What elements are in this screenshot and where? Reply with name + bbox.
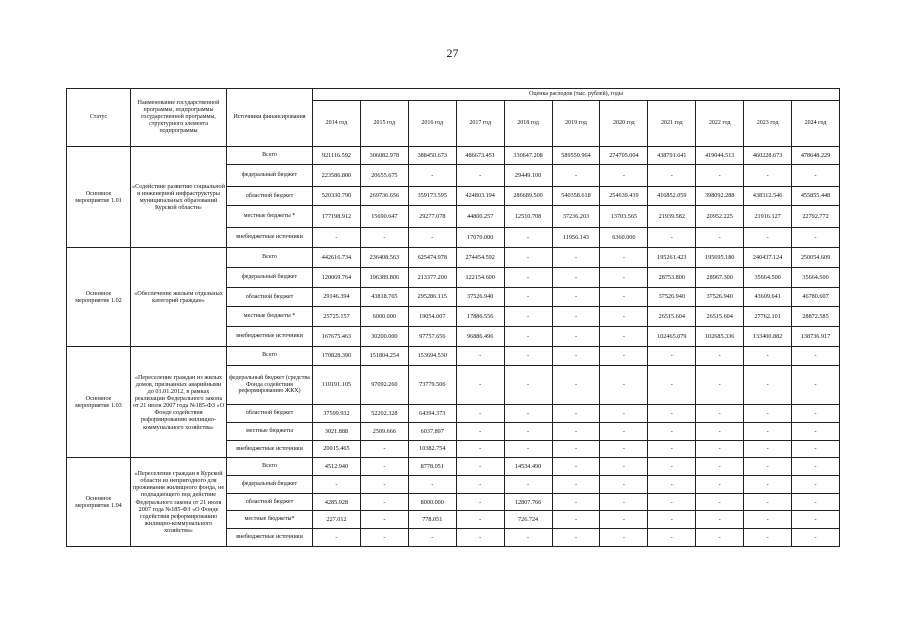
value-cell: - [456, 346, 504, 365]
value-cell: 14534.490 [504, 458, 552, 476]
funding-source-cell: Всего [227, 458, 313, 476]
value-cell: 460228.673 [744, 147, 792, 165]
value-cell: - [552, 529, 600, 547]
value-cell: - [360, 476, 408, 494]
value-cell: - [504, 287, 552, 307]
header-year: 2016 год [408, 101, 456, 147]
value-cell: - [600, 422, 648, 440]
value-cell: 274705.004 [600, 147, 648, 165]
value-cell: 167675.463 [313, 327, 361, 347]
value-cell: 37526.940 [696, 287, 744, 307]
value-cell: - [408, 228, 456, 248]
value-cell: 170828.390 [313, 346, 361, 365]
value-cell: - [744, 365, 792, 405]
funding-source-cell: областной бюджет [227, 287, 313, 307]
value-cell: 64394.373 [408, 405, 456, 423]
header-year: 2018 год [504, 101, 552, 147]
value-cell: - [600, 405, 648, 423]
value-cell: 223586.800 [313, 164, 361, 186]
program-name-cell: «Переселение граждан в Курской области из непригодного для проживания жилищного фонда, не подпадающего под действие Федерального закона от 21 июля 2007 года №185-ФЗ «О Фонде содействия реформированию жилищно-коммунального хозяйства» [131, 458, 227, 547]
value-cell: - [696, 511, 744, 529]
value-cell: 195695.180 [696, 248, 744, 268]
value-cell: - [600, 164, 648, 186]
value-cell: 97092.260 [360, 365, 408, 405]
value-cell: - [552, 346, 600, 365]
value-cell: - [696, 164, 744, 186]
value-cell: 35664.500 [744, 267, 792, 287]
funding-source-cell: федеральный бюджет (средства Фонда содействия реформированию ЖКХ) [227, 365, 313, 405]
value-cell: 4285.928 [313, 493, 361, 511]
value-cell: - [504, 365, 552, 405]
value-cell: - [552, 476, 600, 494]
value-cell: - [744, 164, 792, 186]
value-cell: - [552, 327, 600, 347]
value-cell: 138736.917 [792, 327, 840, 347]
value-cell: - [744, 458, 792, 476]
value-cell: 11956.143 [552, 228, 600, 248]
funding-source-cell: местные бюджеты * [227, 206, 313, 228]
header-source: Источники финансирования [227, 89, 313, 147]
value-cell: 359173.595 [408, 186, 456, 206]
value-cell: - [792, 365, 840, 405]
value-cell: - [696, 228, 744, 248]
expense-table [66, 88, 840, 547]
value-cell: - [744, 228, 792, 248]
value-cell: 37526.940 [456, 287, 504, 307]
value-cell: - [600, 327, 648, 347]
value-cell: 6360.000 [600, 228, 648, 248]
value-cell: - [744, 511, 792, 529]
value-cell: - [648, 529, 696, 547]
value-cell: - [360, 458, 408, 476]
value-cell: - [600, 248, 648, 268]
value-cell: - [648, 440, 696, 458]
value-cell: 43818.765 [360, 287, 408, 307]
value-cell: - [313, 228, 361, 248]
value-cell: - [600, 287, 648, 307]
value-cell: - [552, 287, 600, 307]
value-cell: - [552, 422, 600, 440]
value-cell: 102465.079 [648, 327, 696, 347]
value-cell: - [648, 422, 696, 440]
value-cell: 419044.513 [696, 147, 744, 165]
value-cell: - [696, 422, 744, 440]
funding-source-cell: Всего [227, 147, 313, 165]
value-cell: - [792, 458, 840, 476]
funding-source-cell: местные бюджеты * [227, 307, 313, 327]
value-cell: 153694.530 [408, 346, 456, 365]
funding-source-cell: федеральный бюджет [227, 476, 313, 494]
value-cell: - [792, 511, 840, 529]
value-cell: 3021.888 [313, 422, 361, 440]
value-cell: - [696, 493, 744, 511]
header-year: 2017 год [456, 101, 504, 147]
value-cell: - [648, 458, 696, 476]
value-cell: - [648, 346, 696, 365]
value-cell: - [360, 529, 408, 547]
value-cell: 8000.000 [408, 493, 456, 511]
value-cell: - [792, 164, 840, 186]
value-cell: - [408, 164, 456, 186]
value-cell: - [552, 164, 600, 186]
status-cell: Основное мероприятие 1.03 [67, 346, 131, 457]
value-cell: 17070.000 [456, 228, 504, 248]
value-cell: 25725.157 [313, 307, 361, 327]
value-cell: - [792, 529, 840, 547]
status-cell: Основное мероприятие 1.01 [67, 147, 131, 248]
value-cell: 28967.300 [696, 267, 744, 287]
value-cell: - [648, 228, 696, 248]
value-cell: - [456, 440, 504, 458]
value-cell: - [744, 440, 792, 458]
value-cell: - [792, 440, 840, 458]
value-cell: - [360, 493, 408, 511]
value-cell: 97757.656 [408, 327, 456, 347]
value-cell: 133400.882 [744, 327, 792, 347]
header-year: 2022 год [696, 101, 744, 147]
header-year: 2023 год [744, 101, 792, 147]
value-cell: - [600, 493, 648, 511]
funding-source-cell: внебюджетные источники [227, 529, 313, 547]
value-cell: 195261.423 [648, 248, 696, 268]
value-cell: - [456, 365, 504, 405]
page-number: 27 [446, 46, 459, 60]
value-cell: - [744, 405, 792, 423]
value-cell: 17886.556 [456, 307, 504, 327]
value-cell: 269736.656 [360, 186, 408, 206]
value-cell: 43609.641 [744, 287, 792, 307]
value-cell: - [360, 440, 408, 458]
value-cell: - [648, 476, 696, 494]
value-cell: - [552, 405, 600, 423]
table-body [67, 147, 840, 547]
value-cell: - [504, 476, 552, 494]
value-cell: - [648, 365, 696, 405]
value-cell: 196389.806 [360, 267, 408, 287]
value-cell: - [552, 493, 600, 511]
program-name-cell: «Обеспечение жильем отдельных категорий граждан» [131, 248, 227, 347]
program-name-cell: «Переселение граждан из жилых домов, признанных аварийными до 01.01.2012, в рамках реализации Федерального закона от 21 июля 2007 года №185-ФЗ «О Фонде содействия реформированию жилищно-коммунального хозяйства» [131, 346, 227, 457]
value-cell: - [408, 476, 456, 494]
status-cell: Основное мероприятие 1.04 [67, 458, 131, 547]
value-cell: 921116.592 [313, 147, 361, 165]
value-cell: - [600, 307, 648, 327]
table-row [67, 458, 840, 476]
value-cell: 20952.225 [696, 206, 744, 228]
value-cell: 2509.666 [360, 422, 408, 440]
value-cell: - [456, 458, 504, 476]
value-cell: - [456, 511, 504, 529]
value-cell: - [456, 405, 504, 423]
header-year: 2019 год [552, 101, 600, 147]
value-cell: 227.012 [313, 511, 361, 529]
value-cell: - [504, 248, 552, 268]
value-cell: 10382.754 [408, 440, 456, 458]
value-cell: - [504, 529, 552, 547]
value-cell: - [313, 529, 361, 547]
value-cell: 102685.336 [696, 327, 744, 347]
funding-source-cell: областной бюджет [227, 186, 313, 206]
value-cell: - [504, 422, 552, 440]
value-cell: 330647.208 [504, 147, 552, 165]
funding-source-cell: внебюджетные источники [227, 440, 313, 458]
funding-source-cell: Всего [227, 346, 313, 365]
value-cell: - [696, 440, 744, 458]
value-cell: 120069.764 [313, 267, 361, 287]
value-cell: 28872.585 [792, 307, 840, 327]
value-cell: - [600, 529, 648, 547]
value-cell: 37236.203 [552, 206, 600, 228]
value-cell: 438791.641 [648, 147, 696, 165]
value-cell: 6000.000 [360, 307, 408, 327]
value-cell: - [648, 511, 696, 529]
value-cell: - [696, 529, 744, 547]
value-cell: 15690.647 [360, 206, 408, 228]
value-cell: - [744, 529, 792, 547]
value-cell: - [360, 228, 408, 248]
value-cell: - [504, 267, 552, 287]
value-cell: - [456, 476, 504, 494]
table-row [67, 346, 840, 365]
value-cell: 29277.078 [408, 206, 456, 228]
value-cell: - [552, 365, 600, 405]
value-cell: - [792, 493, 840, 511]
value-cell: 8778.051 [408, 458, 456, 476]
value-cell: 37599.932 [313, 405, 361, 423]
value-cell: 306082.978 [360, 147, 408, 165]
program-name-cell: «Содействие развитию социальной и инженерной инфраструктуры муниципальных образований Курской области» [131, 147, 227, 248]
value-cell: 625474.978 [408, 248, 456, 268]
value-cell: 442616.734 [313, 248, 361, 268]
value-cell: 286689.500 [504, 186, 552, 206]
value-cell: 73779.506 [408, 365, 456, 405]
value-cell: 52202.328 [360, 405, 408, 423]
value-cell: 30200.000 [360, 327, 408, 347]
value-cell: - [504, 228, 552, 248]
value-cell: - [696, 458, 744, 476]
value-cell: 21939.582 [648, 206, 696, 228]
value-cell: 589550.964 [552, 147, 600, 165]
value-cell: - [600, 511, 648, 529]
value-cell: 486673.451 [456, 147, 504, 165]
value-cell: 254639.439 [600, 186, 648, 206]
value-cell: - [600, 365, 648, 405]
value-cell: 28753.800 [648, 267, 696, 287]
value-cell: 12510.708 [504, 206, 552, 228]
value-cell: - [600, 476, 648, 494]
header-name: Наименование государственной программы, подпрограммы государственной программы, структурного элемента подпрограммы [131, 89, 227, 147]
value-cell: 778.051 [408, 511, 456, 529]
funding-source-cell: федеральный бюджет [227, 164, 313, 186]
header-year: 2015 год [360, 101, 408, 147]
funding-source-cell: местные бюджеты [227, 422, 313, 440]
funding-source-cell: федеральный бюджет [227, 267, 313, 287]
value-cell: 29146.394 [313, 287, 361, 307]
header-year: 2020 год [600, 101, 648, 147]
status-cell: Основное мероприятие 1.02 [67, 248, 131, 347]
value-cell: 46780.607 [792, 287, 840, 307]
value-cell: - [600, 440, 648, 458]
value-cell: 520330.790 [313, 186, 361, 206]
value-cell: - [552, 307, 600, 327]
value-cell: 240437.124 [744, 248, 792, 268]
value-cell: - [408, 529, 456, 547]
value-cell: - [504, 405, 552, 423]
value-cell: 236408.563 [360, 248, 408, 268]
funding-source-cell: внебюджетные источники [227, 228, 313, 248]
header-year: 2021 год [648, 101, 696, 147]
value-cell: - [552, 267, 600, 287]
value-cell: 122154.600 [456, 267, 504, 287]
value-cell: 388450.673 [408, 147, 456, 165]
value-cell: 478648.229 [792, 147, 840, 165]
value-cell: - [696, 365, 744, 405]
table-header [67, 89, 840, 147]
value-cell: 295286.115 [408, 287, 456, 307]
value-cell: 13703.565 [600, 206, 648, 228]
value-cell: 274454.592 [456, 248, 504, 268]
table-row [67, 248, 840, 268]
value-cell: - [696, 476, 744, 494]
value-cell: - [552, 458, 600, 476]
value-cell: - [456, 529, 504, 547]
funding-source-cell: внебюджетные источники [227, 327, 313, 347]
value-cell: - [600, 458, 648, 476]
value-cell: - [600, 346, 648, 365]
value-cell: - [744, 346, 792, 365]
value-cell: - [744, 422, 792, 440]
value-cell: - [456, 164, 504, 186]
funding-source-cell: Всего [227, 248, 313, 268]
value-cell: 19054.007 [408, 307, 456, 327]
value-cell: 12807.766 [504, 493, 552, 511]
header-estimate: Оценка расходов (тыс. рублей), годы [313, 89, 840, 101]
value-cell: - [744, 476, 792, 494]
value-cell: - [792, 405, 840, 423]
value-cell: 21916.127 [744, 206, 792, 228]
value-cell: 110191.105 [313, 365, 361, 405]
value-cell: 6037.897 [408, 422, 456, 440]
value-cell: - [744, 493, 792, 511]
header-year: 2024 год [792, 101, 840, 147]
value-cell: - [313, 476, 361, 494]
value-cell: - [456, 493, 504, 511]
value-cell: 4512.940 [313, 458, 361, 476]
table-row [67, 147, 840, 165]
value-cell: 438312.546 [744, 186, 792, 206]
value-cell: - [552, 440, 600, 458]
value-cell: - [504, 307, 552, 327]
value-cell: - [504, 346, 552, 365]
value-cell: - [360, 511, 408, 529]
value-cell: 27762.101 [744, 307, 792, 327]
value-cell: - [456, 422, 504, 440]
value-cell: - [792, 346, 840, 365]
value-cell: 455855.448 [792, 186, 840, 206]
value-cell: - [696, 405, 744, 423]
value-cell: 177198.912 [313, 206, 361, 228]
value-cell: 20655.675 [360, 164, 408, 186]
header-status: Статус [67, 89, 131, 147]
value-cell: - [648, 405, 696, 423]
value-cell: - [552, 248, 600, 268]
value-cell: - [504, 327, 552, 347]
value-cell: 250054.609 [792, 248, 840, 268]
value-cell: 22792.772 [792, 206, 840, 228]
value-cell: 37526.940 [648, 287, 696, 307]
value-cell: 26515.604 [696, 307, 744, 327]
value-cell: 416852.059 [648, 186, 696, 206]
value-cell: 35664.500 [792, 267, 840, 287]
value-cell: 213377.200 [408, 267, 456, 287]
funding-source-cell: местные бюджеты* [227, 511, 313, 529]
value-cell: 540358.618 [552, 186, 600, 206]
value-cell: 20015.465 [313, 440, 361, 458]
value-cell: - [600, 267, 648, 287]
value-cell: - [504, 440, 552, 458]
value-cell: 29449.100 [504, 164, 552, 186]
funding-source-cell: областной бюджет [227, 493, 313, 511]
value-cell: - [648, 164, 696, 186]
value-cell: 44800.257 [456, 206, 504, 228]
value-cell: - [696, 346, 744, 365]
value-cell: 398092.288 [696, 186, 744, 206]
value-cell: - [792, 422, 840, 440]
value-cell: 96886.496 [456, 327, 504, 347]
value-cell: 726.724 [504, 511, 552, 529]
funding-source-cell: областной бюджет [227, 405, 313, 423]
value-cell: - [648, 493, 696, 511]
value-cell: - [552, 511, 600, 529]
header-year: 2014 год [313, 101, 361, 147]
value-cell: - [792, 476, 840, 494]
value-cell: - [792, 228, 840, 248]
value-cell: 424803.194 [456, 186, 504, 206]
value-cell: 26515.604 [648, 307, 696, 327]
value-cell: 151804.254 [360, 346, 408, 365]
